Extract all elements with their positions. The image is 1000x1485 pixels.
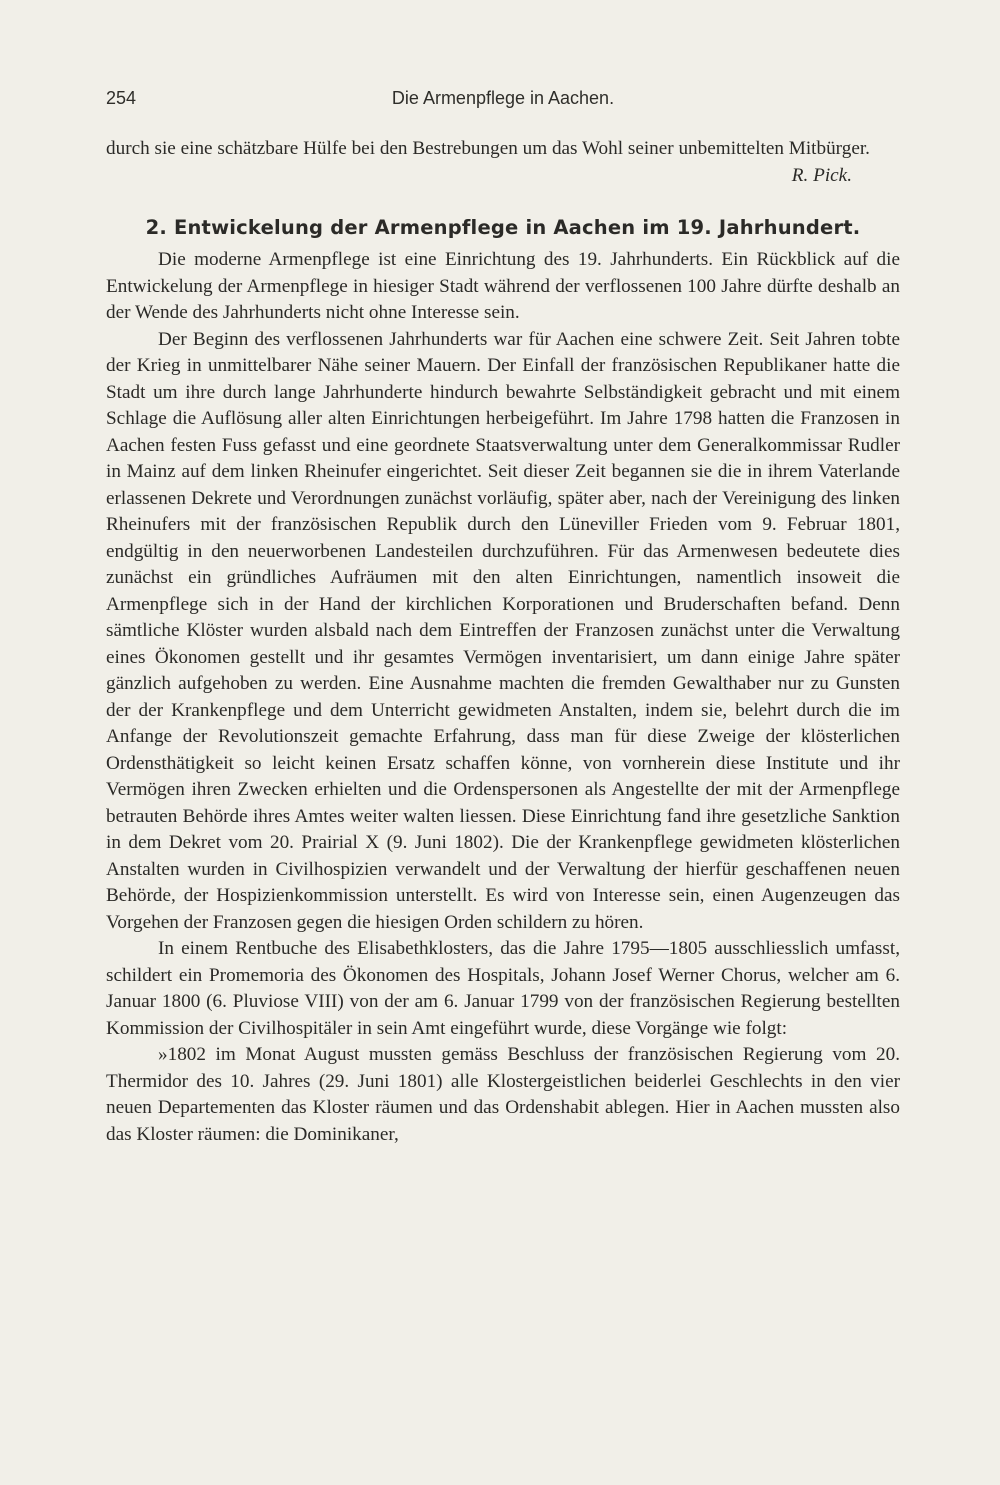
intro-paragraph: durch sie eine schätzbare Hülfe bei den Bestrebungen um das Wohl seiner unbemittelten Mitbürger.: [106, 138, 870, 159]
section-heading: 2. Entwickelung der Armenpflege in Aachen im 19. Jahrhundert.: [145, 216, 861, 239]
paragraph-1: Die moderne Armenpflege ist eine Einrichtung des 19. Jahrhunderts. Ein Rückblick auf die Entwickelung der Armenpflege in hiesiger Stadt während der verflossenen 100 Jahre dürfte deshalb an der Wende des Jahrhunderts nicht ohne Interesse sein.: [106, 249, 900, 323]
running-head: [106, 88, 900, 114]
body-text: [106, 136, 900, 1148]
paragraph-4: »1802 im Monat August mussten gemäss Beschluss der französischen Regierung vom 20. Thermidor des 10. Jahres (29. Juni 1801) alle Klostergeistlichen beiderlei Geschlechts in den vier neuen Departementen das Kloster räumen und das Ordenshabit ablegen. Hier in Aachen mussten also das Kloster räumen: die Dominikaner,: [106, 1044, 900, 1145]
paragraph-3: In einem Rentbuche des Elisabethklosters, das die Jahre 1795—1805 ausschliesslich umfasst, schildert ein Promemoria des Ökonomen des Hospitals, Johann Josef Werner Chorus, welcher am 6. Januar 1800 (6. Pluviose VIII) von der am 6. Januar 1799 von der französischen Regierung bestellten Kommission der Civilhospitäler in sein Amt eingeführt wurde, diese Vorgänge wie folgt:: [106, 938, 900, 1039]
paragraph-2: Der Beginn des verflossenen Jahrhunderts war für Aachen eine schwere Zeit. Seit Jahren tobte der Krieg in unmittelbarer Nähe seiner Mauern. Der Einfall der französischen Republikaner hatte die Stadt um ihre durch lange Jahrhunderte hindurch bewahrte Selbständigkeit gebracht und mit einem Schlage die Auflösung aller alten Einrichtungen herbeigeführt. Im Jahre 1798 hatten die Franzosen in Aachen festen Fuss gefasst und eine geordnete Staatsverwaltung unter dem Generalkommissar Rudler in Mainz auf dem linken Rheinufer eingerichtet. Seit dieser Zeit begannen sie die in ihrem Vaterlande erlassenen Dekrete und Verordnungen zunächst vorläufig, später aber, nach der Vereinigung des linken Rheinufers mit der französischen Republik durch den Lüneviller Frieden vom 9. Februar 1801, endgültig in den neuerworbenen Landesteilen durchzuführen. Für das Armenwesen bedeutete dies zunächst ein gründliches Aufräumen mit den alten Einrichtungen, namentlich insoweit die Armenpflege sich in der Hand der kirchlichen Korporationen und Bruderschaften befand. Denn sämtliche Klöster wurden alsbald nach dem Eintreffen der Franzosen zunächst unter die Verwaltung eines Ökonomen gestellt und ihr gesamtes Vermögen inventarisiert, um dann einige Jahre später gänzlich aufgehoben zu werden. Eine Ausnahme machten die fremden Gewalthaber nur zu Gunsten der der Krankenpflege und dem Unterricht gewidmeten Anstalten, indem sie, belehrt durch die im Anfange der Revolutionszeit gemachte Erfahrung, dass man für diese Zweige der klösterlichen Ordensthätigkeit so leicht keinen Ersatz schaffen könne, von vornherein diese Institute und ihr Vermögen ihren Zwecken erhielten und die Ordenspersonen als Angestellte der mit der Armenpflege betrauten Behörde ihres Amtes weiter walten liessen. Diese Einrichtung fand ihre gesetzliche Sanktion in dem Dekret vom 20. Prairial X (9. Juni 1802). Die der Krankenpflege gewidmeten klösterlichen Anstalten wurden in Civilhospizien verwandelt und der Verwaltung der hierfür geschaffenen neuen Behörde, der Hospizienkommission unterstellt. Es wird von Interesse sein, einen Augenzeugen das Vorgehen der Franzosen gegen die hiesigen Orden schildern zu hören.: [106, 328, 900, 933]
author-signature: R. Pick.: [791, 164, 852, 186]
running-head-title: Die Armenpflege in Aachen.: [391, 88, 615, 108]
page-number: 254: [106, 88, 137, 108]
